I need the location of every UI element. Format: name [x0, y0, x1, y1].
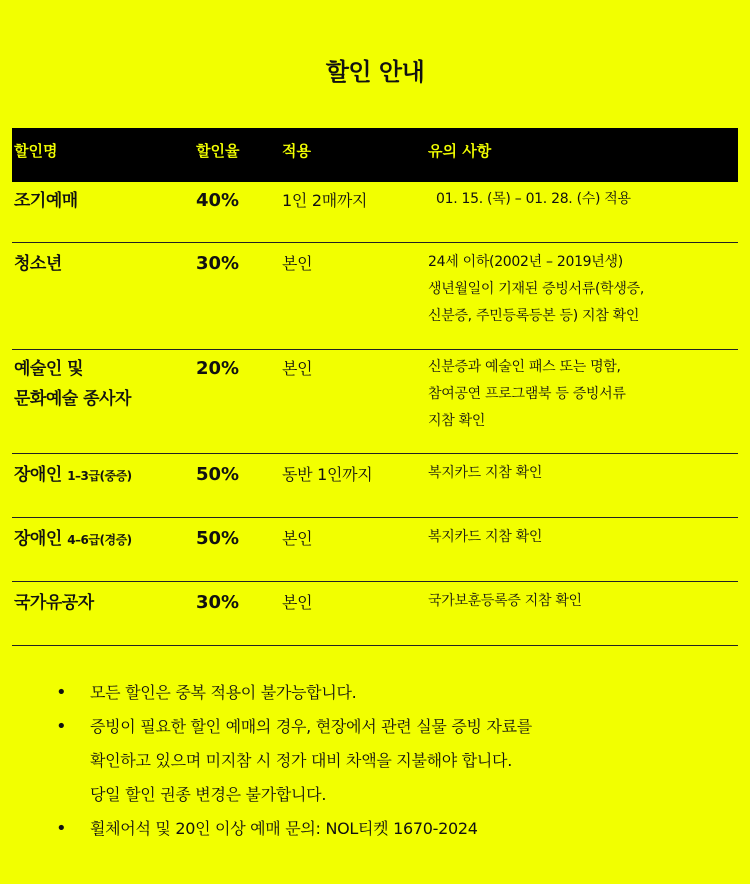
row-name: 장애인 1–3급(중증)	[14, 465, 132, 485]
header-discount-name: 할인명	[14, 142, 58, 160]
row-apply: 동반 1인까지	[282, 465, 373, 484]
table-row	[12, 582, 738, 646]
row-rate: 50%	[196, 528, 240, 549]
table-row	[12, 518, 738, 582]
row-notes: 국가보훈등록증 지참 확인	[428, 593, 582, 609]
table-row	[12, 182, 738, 243]
row-notes: 01. 15. (목) – 01. 28. (수) 적용	[436, 191, 631, 207]
list-item: • 휠체어석 및 20인 이상 예매 문의: NOL티켓 1670-2024	[56, 812, 716, 846]
row-notes: 신분증과 예술인 패스 또는 명함, 참여공연 프로그램북 등 증빙서류 지참 확인	[428, 359, 626, 429]
row-rate: 20%	[196, 358, 240, 379]
bullet-icon: •	[56, 818, 67, 839]
header-apply: 적용	[282, 142, 311, 160]
table-row	[12, 350, 738, 454]
table-row	[12, 243, 738, 350]
header-notes: 유의 사항	[428, 142, 492, 160]
bullet-icon: •	[56, 716, 67, 737]
row-notes: 복지카드 지참 확인	[428, 465, 543, 481]
row-name: 국가유공자	[14, 593, 94, 613]
list-item: • 모든 할인은 중복 적용이 불가능합니다.	[56, 676, 716, 710]
row-apply: 본인	[282, 254, 313, 273]
row-apply: 본인	[282, 529, 313, 548]
row-notes: 복지카드 지참 확인	[428, 529, 543, 545]
row-apply: 본인	[282, 593, 313, 612]
bullet-icon: •	[56, 682, 67, 703]
table-row	[12, 454, 738, 518]
row-apply: 1인 2매까지	[282, 191, 368, 210]
row-rate: 30%	[196, 592, 240, 613]
row-name: 조기예매	[14, 191, 78, 211]
notes-list	[56, 676, 716, 846]
row-name: 예술인 및 문화예술 종사자	[14, 359, 131, 409]
row-rate: 40%	[196, 190, 240, 211]
row-name: 장애인 4–6급(경증)	[14, 529, 132, 549]
header-discount-rate: 할인율	[196, 142, 240, 160]
table-header	[12, 128, 738, 182]
page-title: 할인 안내	[325, 58, 425, 86]
row-name: 청소년	[14, 254, 62, 274]
list-item: • 증빙이 필요한 할인 예매의 경우, 현장에서 관련 실물 증빙 자료를 확인하고 있으며 미지참 시 정가 대비 차액을 지불해야 합니다. 당일 할인 권종 변경은 불가합니다.	[56, 710, 716, 812]
row-rate: 30%	[196, 253, 240, 274]
row-notes: 24세 이하(2002년 – 2019년생) 생년월일이 기재된 증빙서류(학생증, 신분증, 주민등록등본 등) 지참 확인	[428, 254, 644, 324]
row-apply: 본인	[282, 359, 313, 378]
row-rate: 50%	[196, 464, 240, 485]
